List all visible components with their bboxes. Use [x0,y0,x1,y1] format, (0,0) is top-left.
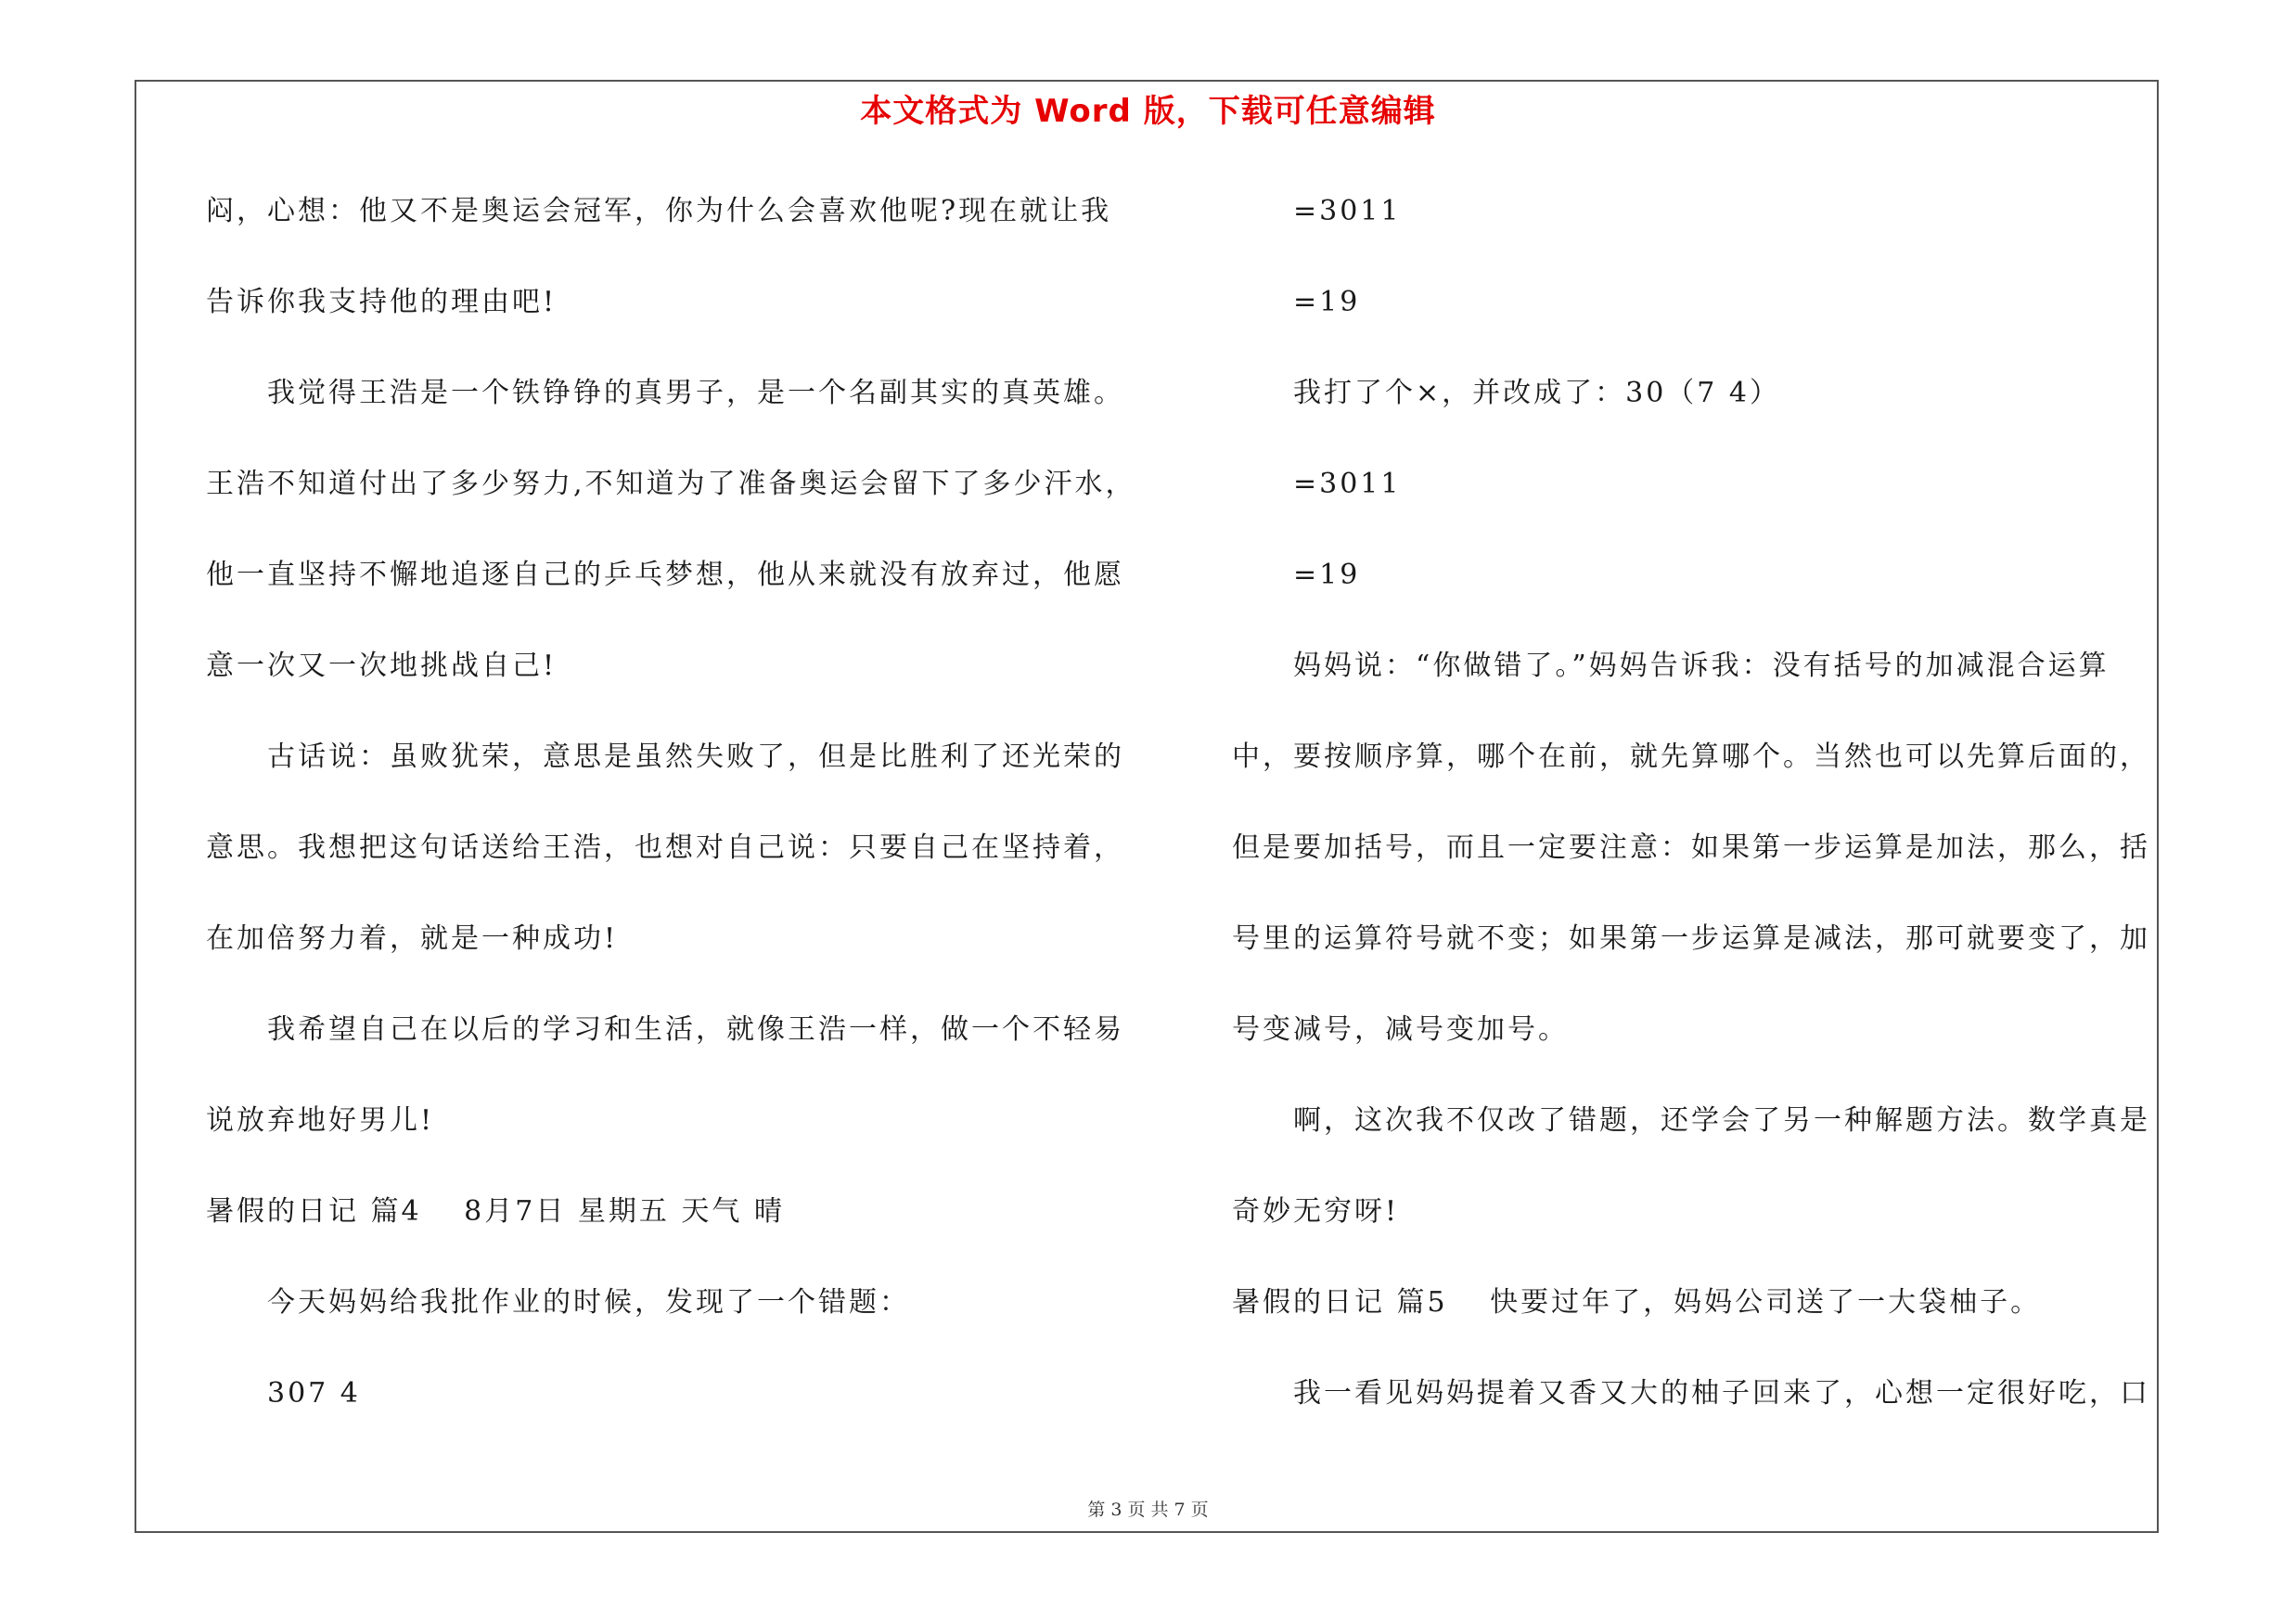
text-line: =3011 [1293,195,1402,227]
text-line: =19 [1293,286,1361,318]
text-line: 我希望自己在以后的学习和生活，就像王浩一样，做一个不轻易 [267,1013,1124,1046]
text-line: 我打了个×，并改成了：30（7 4） [1293,377,1781,409]
text-line: 号变减号，减号变加号。 [1232,1013,1569,1046]
text-line: 但是要加括号，而且一定要注意：如果第一步运算是加法，那么，括 [1232,831,2150,864]
text-line: 中，要按顺序算，哪个在前，就先算哪个。当然也可以先算后面的， [1232,741,2150,773]
text-line: 意一次又一次地挑战自己! [206,650,558,682]
text-line: 啊，这次我不仅改了错题，还学会了另一种解题方法。数学真是 [1293,1104,2150,1137]
text-line: =19 [1293,559,1361,591]
text-line: 307 4 [267,1377,361,1410]
text-line: 古话说：虽败犹荣，意思是虽然失败了，但是比胜利了还光荣的 [267,741,1124,773]
text-line: =3011 [1293,468,1402,500]
page-number: 第 3 页 共 7 页 [1087,1500,1209,1520]
header-title: 本文格式为 Word 版，下载可任意编辑 [860,93,1436,130]
text-line: 闷，心想：他又不是奥运会冠军，你为什么会喜欢他呢?现在就让我 [206,195,1112,227]
text-line: 意思。我想把这句话送给王浩，也想对自己说：只要自己在坚持着， [206,831,1124,864]
text-line: 我觉得王浩是一个铁铮铮的真男子，是一个名副其实的真英雄。 [267,377,1124,409]
text-line: 他一直坚持不懈地追逐自己的乒乓梦想，他从来就没有放弃过，他愿 [206,559,1124,591]
text-line: 奇妙无穷呀! [1232,1195,1400,1228]
section-heading: 暑假的日记 篇5 快要过年了，妈妈公司送了一大袋柚子。 [1232,1286,2042,1319]
left-column [206,186,1143,1459]
text-line: 号里的运算符号就不变；如果第一步运算是减法，那可就要变了，加 [1232,922,2150,955]
text-line: 在加倍努力着，就是一种成功! [206,922,619,955]
text-line: 今天妈妈给我批作业的时候，发现了一个错题： [267,1286,910,1319]
text-line: 告诉你我支持他的理由吧! [206,286,558,318]
text-line: 王浩不知道付出了多少努力,不知道为了准备奥运会留下了多少汗水， [206,468,1136,500]
text-line: 我一看见妈妈提着又香又大的柚子回来了，心想一定很好吃，口 [1293,1377,2150,1410]
right-column [1232,186,2171,1459]
section-heading: 暑假的日记 篇4 8月7日 星期五 天气 晴 [206,1195,785,1228]
text-line: 妈妈说：“你做错了。”妈妈告诉我：没有括号的加减混合运算 [1293,650,2110,682]
text-line: 说放弃地好男儿! [206,1104,435,1137]
